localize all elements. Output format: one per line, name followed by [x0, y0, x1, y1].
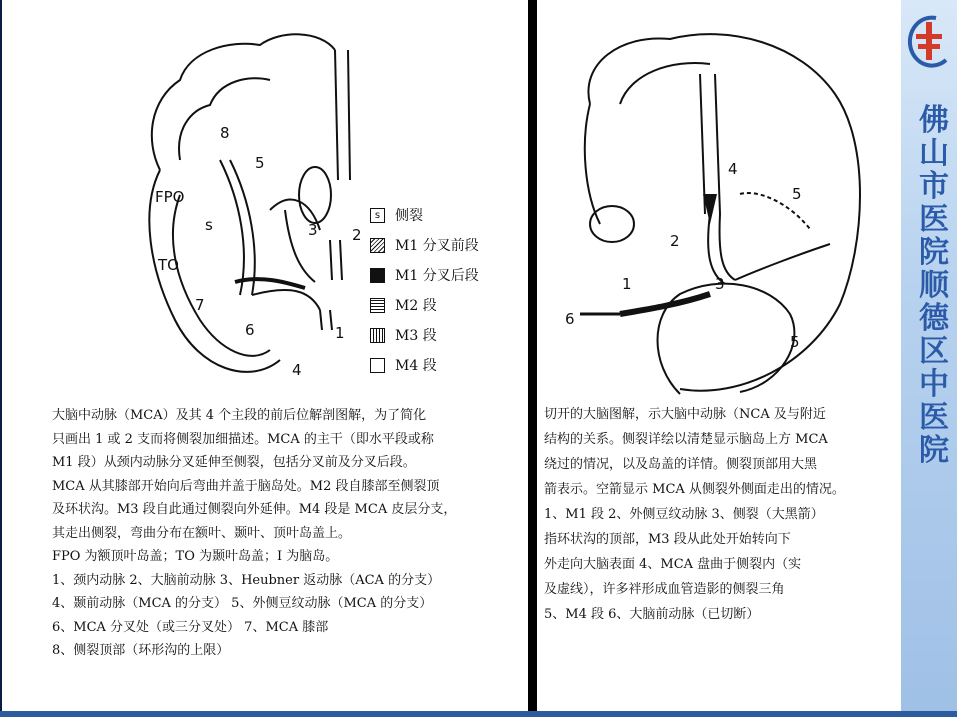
- caption-line: 4、颞前动脉（MCA 的分支） 5、外侧豆纹动脉（MCA 的分支）: [52, 596, 433, 611]
- legend-row-m2: [370, 290, 520, 320]
- label-num-5b: 5: [790, 333, 800, 351]
- legend-label: 侧裂: [395, 208, 423, 224]
- hospital-cross-logo-icon: [906, 12, 954, 72]
- label-num-6: 6: [245, 321, 255, 339]
- label-num-2: 2: [670, 232, 680, 250]
- panel-divider: [528, 0, 537, 717]
- label-num-8: 8: [220, 124, 230, 142]
- legend-swatch-solid: [370, 268, 385, 283]
- label-to: TO: [158, 256, 179, 274]
- label-s: s: [205, 216, 213, 234]
- legend-swatch-s: s: [370, 208, 385, 223]
- label-num-3: 3: [308, 221, 318, 239]
- caption-line: FPO 为额顶叶岛盖；TO 为颞叶岛盖；I 为脑岛。: [52, 549, 339, 564]
- label-num-5: 5: [255, 154, 265, 172]
- caption-line: M1 段）从颈内动脉分叉延伸至侧裂，包括分叉前及分叉后段。: [52, 455, 416, 470]
- legend-label: M1 分叉后段: [395, 268, 479, 284]
- label-fpo: FPO: [155, 188, 185, 206]
- legend-label: M1 分叉前段: [395, 238, 479, 254]
- caption-line: 外走向大脑表面 4、MCA 盘曲于侧裂内（实: [544, 557, 802, 572]
- legend-row-m3: [370, 320, 520, 350]
- segment-legend: [370, 200, 520, 380]
- caption-line: 箭表示。空箭显示 MCA 从侧裂外侧面走出的情况。: [544, 482, 845, 497]
- legend-label: M4 段: [395, 358, 437, 374]
- caption-line: 指环状沟的顶部，M3 段从此处开始转向下: [544, 532, 791, 547]
- label-num-7: 7: [195, 296, 205, 314]
- hospital-name: 佛山市医院顺德区中医院: [919, 103, 949, 468]
- legend-row-sulcus: [370, 200, 520, 230]
- left-caption: [52, 404, 456, 663]
- label-num-3: 3: [715, 275, 725, 293]
- caption-line: 8、侧裂顶部（环形沟的上限）: [52, 643, 230, 658]
- caption-line: 及环状沟。M3 段自此通过侧裂向外延伸。M4 段是 MCA 皮层分支，: [52, 502, 457, 517]
- legend-swatch-hlines: [370, 298, 385, 313]
- caption-line: 1、M1 段 2、外侧豆纹动脉 3、侧裂（大黑箭）: [544, 507, 824, 522]
- label-num-1: 1: [335, 324, 345, 342]
- label-num-4: 4: [292, 361, 302, 379]
- caption-line: 其走出侧裂，弯曲分布在额叶、颞叶、顶叶岛盖上。: [52, 525, 352, 541]
- legend-swatch-empty: [370, 358, 385, 373]
- caption-line: 切开的大脑图解，示大脑中动脉（NCA 及与附近: [544, 407, 826, 422]
- label-num-2: 2: [352, 226, 362, 244]
- caption-line: 绕过的情况，以及岛盖的详情。侧裂顶部用大黑: [544, 457, 818, 472]
- right-brain-diagram: [560, 14, 895, 399]
- legend-swatch-hatch: [370, 238, 385, 253]
- legend-row-m1-pre: [370, 230, 520, 260]
- legend-label: M3 段: [395, 328, 437, 344]
- caption-line: 及虚线），许多袢形成血管造影的侧裂三角: [544, 582, 785, 597]
- caption-line: MCA 从其膝部开始向后弯曲并盖于脑岛处。M2 段自膝部至侧裂顶: [52, 478, 440, 494]
- legend-label: M2 段: [395, 298, 437, 314]
- caption-line: 6、MCA 分叉处（或三分叉处） 7、MCA 膝部: [52, 619, 329, 635]
- label-num-1: 1: [622, 275, 632, 293]
- label-num-5: 5: [792, 185, 802, 203]
- label-num-6: 6: [565, 310, 575, 328]
- label-num-4: 4: [728, 160, 738, 178]
- caption-line: 1、颈内动脉 2、大脑前动脉 3、Heubner 返动脉（ACA 的分支）: [52, 572, 441, 588]
- caption-line: 5、M4 段 6、大脑前动脉（已切断）: [544, 607, 760, 622]
- caption-line: 结构的关系。侧裂详绘以清楚显示脑岛上方 MCA: [544, 432, 828, 447]
- legend-swatch-vlines: [370, 328, 385, 343]
- caption-line: 只画出 1 或 2 支而将侧裂加细描述。MCA 的主干（即水平段或称: [52, 431, 434, 447]
- legend-row-m4: [370, 350, 520, 380]
- bottom-bar: [0, 711, 957, 717]
- legend-row-m1-post: [370, 260, 520, 290]
- right-caption: [544, 402, 845, 627]
- caption-line: 大脑中动脉（MCA）及其 4 个主段的前后位解剖图解，为了简化: [52, 408, 427, 423]
